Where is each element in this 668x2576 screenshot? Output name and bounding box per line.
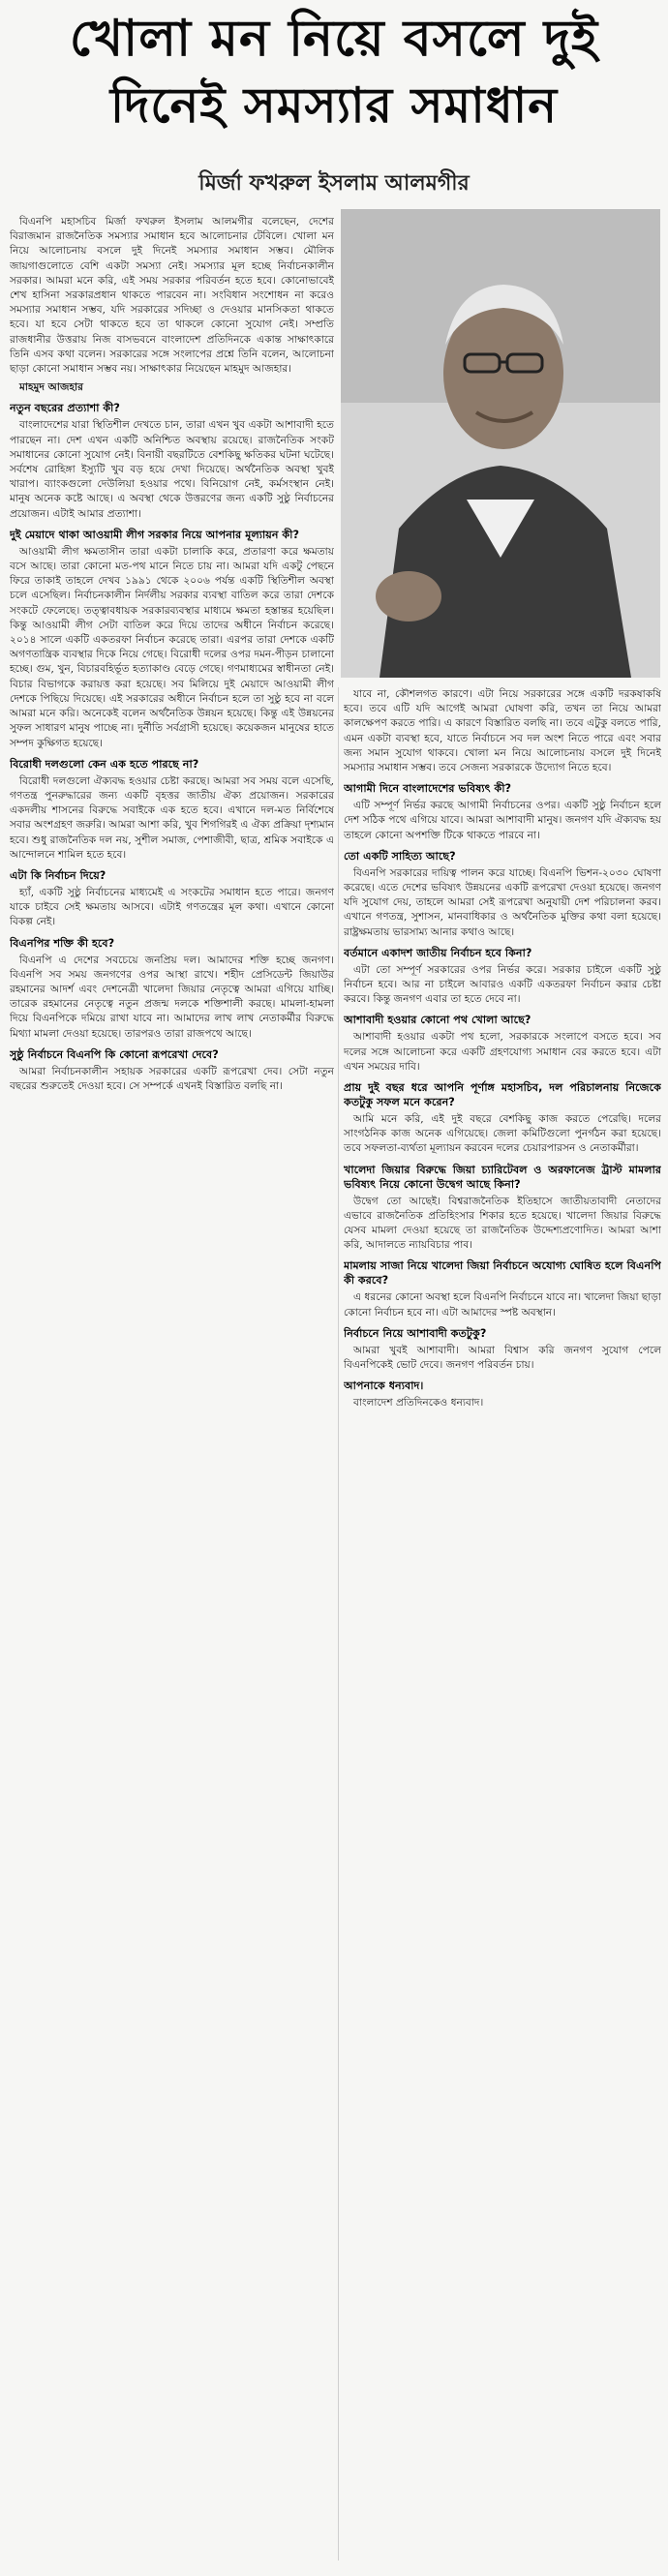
left-sections <box>10 401 334 1094</box>
question-heading: এটা কি নির্বাচন দিয়ে? <box>10 868 106 882</box>
answer-paragraph: বিরোধী দলগুলো ঐক্যবদ্ধ হওয়ার চেষ্টা করছে। আমরা সব সময় বলে এসেছি, গণতন্ত্র পুনরুদ্ধারের জন্য একটি বৃহত্তর জাতীয় ঐক্য প্রয়োজন। সরকারের একদলীয় শাসনের বিরুদ্ধে সবাইকে এক হতে হবে। এখানে দল-মত নির্বিশেষে সবার অংশগ্রহণ জরুরি। আমরা আশা করি, খুব শিগগিরই এ ঐক্য প্রক্রিয়া দৃশ্যমান হবে। শুধু রাজনৈতিক দল নয়, সুশীল সমাজ, পেশাজীবী, ছাত্র, শ্রমিক সবাইকে এ আন্দোলনে শামিল হতে হবে। <box>10 774 334 861</box>
question-heading: মামলায় সাজা নিয়ে খালেদা জিয়া নির্বাচনে অযোগ্য ঘোষিত হলে বিএনপি কী করবে? <box>344 1259 661 1288</box>
answer-paragraph: আমি মনে করি, এই দুই বছরে বেশকিছু কাজ করতে পেরেছি। দলের সাংগঠনিক কাজ অনেক এগিয়েছে। জেলা কমিটিগুলো পুনর্গঠন করা হয়েছে। তবে সফলতা-ব্যর্থতা মূল্যায়ন করবেন দলের চেয়ারপারসন ও নেতাকর্মীরা। <box>344 1113 661 1155</box>
answer-paragraph: এটা তো সম্পূর্ণ সরকারের ওপর নির্ভর করে। সরকার চাইলে একটি সুষ্ঠু নির্বাচন হবে। আর না চাইলে আবারও একটি একতরফা নির্বাচন করার চেষ্টা করবে। কিন্তু জনগণ এবার তা হতে দেবে না। <box>344 963 661 1006</box>
answer-paragraph: আমরা নির্বাচনকালীন সহায়ক সরকারের একটি রূপরেখা দেব। সেটা নতুন বছরের শুরুতেই দেওয়া হবে। সে সম্পর্কে এখনই বিস্তারিত বলছি না। <box>10 1065 334 1092</box>
right-column <box>344 687 661 2561</box>
left-column <box>10 215 334 2562</box>
answer-paragraph: বিএনপি এ দেশের সবচেয়ে জনপ্রিয় দল। আমাদের শক্তি হচ্ছে জনগণ। বিএনপি সব সময় জনগণের ওপর আস্থা রাখে। শহীদ প্রেসিডেন্ট জিয়াউর রহমানের আদর্শ এবং দেশনেত্রী খালেদা জিয়ার নেতৃত্বে আমরা এগিয়ে যাচ্ছি। তারেক রহমানের নেতৃত্বে নতুন প্রজন্ম দলকে শক্তিশালী করছে। মামলা-হামলা দিয়ে বিএনপিকে দমিয়ে রাখা যাবে না। আমাদের লাখ লাখ নেতাকর্মীর বিরুদ্ধে মিথ্যা মামলা দেওয়া হয়েছে। তারপরও তারা রাজপথে আছে। <box>10 954 334 1040</box>
question-heading: আগামী দিনে বাংলাদেশের ভবিষ্যৎ কী? <box>344 782 512 796</box>
answer-paragraph: যাবে না, কৌশলগত কারণে। এটা নিয়ে সরকারের সঙ্গে একটি দরকষাকষি হবে। তবে এটি যদি আগেই আমরা ঘোষণা করি, তখন তা নিয়ে আমরা কালক্ষেপণ করতে পারি। এ কারণে বিস্তারিত বলছি না। তবে এটুকু বলতে পারি, এমন একটা ব্যবস্থা হবে, যাতে নির্বাচনে সব দল অংশ নিতে পারে এবং সবার জন্য সমান সুযোগ থাকবে। খোলা মন নিয়ে আলোচনায় বসলে দুই দিনেই সমস্যার সমাধান সম্ভব। তবে সেজন্য সরকারকে উদ্যোগ নিতে হবে। <box>344 688 661 774</box>
question-heading: নির্বাচনে নিয়ে আশাবাদী কতটুকু? <box>344 1326 487 1340</box>
answer-paragraph: হ্যাঁ, একটি সুষ্ঠু নির্বাচনের মাধ্যমেই এ সংকটের সমাধান হতে পারে। জনগণ যাকে চাইবে সেই ক্ষমতায় আসবে। এটাই গণতন্ত্রের মূল কথা। এখানে কোনো বিকল্প নেই। <box>10 886 334 928</box>
answer-paragraph: বাংলাদেশের যারা স্থিতিশীল দেখতে চান, তারা এখন খুব একটা আশাবাদী হতে পারছেন না। দেশ এখন একটি অনিশ্চিত অবস্থায় রয়েছে। রাজনৈতিক সংকট সমাধানের কোনো সুযোগ নেই। বিনায়ী বছরটিতে বেশকিছু ক্ষতিকর ঘটনা ঘটেছে। সর্বশেষ রোহিঙ্গা ইস্যুটি খুব বড় হয়ে দেখা দিয়েছে। অর্থনৈতিক অবস্থা খুবই খারাপ। ব্যাংকগুলো দেউলিয়া হওয়ার পথে। বিনিয়োগ নেই, কর্মসংস্থান নেই। মানুষ অনেক কষ্টে আছে। এ অবস্থা থেকে উত্তরণের জন্য একটি সুষ্ঠু নির্বাচনের প্রয়োজন। এটাই আমার প্রত্যাশা। <box>10 419 334 520</box>
answer-paragraph: এ ধরনের কোনো অবস্থা হলে বিএনপি নির্বাচনে যাবে না। খালেদা জিয়া ছাড়া কোনো নির্বাচন হবে না। এটা আমাদের স্পষ্ট অবস্থান। <box>344 1291 661 1318</box>
headline-line-1: খোলা মন নিয়ে বসলে দুই <box>69 10 599 68</box>
answer-paragraph: বিএনপি সরকারের দায়িত্ব পালন করে যাচ্ছে। বিএনপি ভিশন-২০৩০ ঘোষণা করেছে। এতে দেশের ভবিষ্যৎ উন্নয়নের একটি রূপরেখা দেওয়া হয়েছে। জনগণ যদি সুযোগ দেয়, তাহলে আমরা সেই রূপরেখা অনুযায়ী দেশ পরিচালনা করব। এখানে গণতন্ত্র, সুশাসন, মানবাধিকার ও অর্থনৈতিক মুক্তির কথা বলা হয়েছে। রাষ্ট্রক্ষমতায় ভারসাম্য আনার কথাও আছে। <box>344 866 661 938</box>
question-heading: সুষ্ঠু নির্বাচনে বিএনপি কি কোনো রূপরেখা দেবে? <box>10 1047 219 1061</box>
answer-paragraph: আশাবাদী হওয়ার একটা পথ হলো, সরকারকে সংলাপে বসতে হবে। সব দলের সঙ্গে আলোচনা করে একটি গ্রহণযোগ্য সমাধান বের করতে হবে। এটা এখন সময়ের দাবি। <box>344 1031 661 1073</box>
question-heading: বর্তমানে একাদশ জাতীয় নির্বাচন হবে কিনা? <box>344 946 532 959</box>
interviewer-name: মাহমুদ আজহার <box>19 381 83 394</box>
answer-paragraph: আমরা খুবই আশাবাদী। আমরা বিশ্বাস করি জনগণ সুযোগ পেলে বিএনপিকেই ভোট দেবে। জনগণ পরিবর্তন চায়। <box>344 1344 661 1372</box>
question-heading: আশাবাদী হওয়ার কোনো পথ খোলা আছে? <box>344 1014 531 1027</box>
question-heading: বিরোধী দলগুলো কেন এক হতে পারছে না? <box>10 757 199 771</box>
intro-paragraph: বিএনপি মহাসচিব মির্জা ফখরুল ইসলাম আলমগীর বলেছেন, দেশের বিরাজমান রাজনৈতিক সমস্যার সমাধান হবে আলোচনার টেবিলে। খোলা মন নিয়ে আলোচনায় বসলে দুই দিনেই সমস্যার সমাধান সম্ভব। মৌলিক জায়গাগুলোতে বেশি একটা সমস্যা নেই। সমস্যার মূল হচ্ছে নির্বাচনকালীন সরকার। আমরা মনে করি, এই সময় সরকার পরিবর্তন হতে হবে। কোনোভাবেই শেখ হাসিনা সরকারপ্রধান থাকতে পারবেন না। সংবিধান সংশোধন না করেও সমস্যার সমাধান সম্ভব, যদি সরকারের সদিচ্ছা ও দেওয়ার মানসিকতা থাকতে হবে। যা হবে সেটা থাকতে হবে তা থাকলে কোনো সুযোগ নেই। সম্প্রতি রাজধানীর উত্তরায় নিজ বাসভবনে বাংলাদেশ প্রতিদিনকে একান্ত সাক্ষাৎকারে তিনি এসব কথা বলেন। সরকারের সঙ্গে সংলাপের প্রশ্নে তিনি বলেন, আলোচনা ছাড়া কোনো সমাধান সম্ভব নয়। সাক্ষাৎকার নিয়েছেন মাহমুদ আজহার। <box>10 216 334 376</box>
headline-line-2: দিনেই সমস্যার সমাধান <box>109 77 559 134</box>
question-heading: বিএনপির শক্তি কী হবে? <box>10 936 115 950</box>
question-heading: খালেদা জিয়ার বিরুদ্ধে জিয়া চ্যারিটেবল ও অরফানেজ ট্রাস্ট মামলার ভবিষ্যৎ নিয়ে কোনো উদ্বেগ আছে কিনা? <box>344 1163 661 1191</box>
question-heading: আপনাকে ধন্যবাদ। <box>344 1379 424 1393</box>
question-heading: তো একটি সাহিত্য আছে? <box>344 849 456 863</box>
answer-paragraph: বাংলাদেশ প্রতিদিনকেও ধন্যবাদ। <box>353 1397 484 1409</box>
answer-paragraph: উদ্বেগ তো আছেই। বিশ্বরাজনৈতিক ইতিহাসে জাতীয়তাবাদী নেতাদের এভাবে রাজনৈতিক প্রতিহিংসার শিকার হতে হয়েছে। খালেদা জিয়ার বিরুদ্ধে যেসব মামলা দেওয়া হয়েছে তা রাজনৈতিক উদ্দেশ্যপ্রণোদিত। আমরা আশা করি, আদালতে ন্যায়বিচার পাব। <box>344 1195 661 1252</box>
answer-paragraph: এটি সম্পূর্ণ নির্ভর করছে আগামী নির্বাচনের ওপর। একটি সুষ্ঠু নির্বাচন হলে দেশ সঠিক পথে এগিয়ে যাবে। আমরা আশাবাদী মানুষ। জনগণ যদি ঐক্যবদ্ধ হয় তাহলে কোনো অপশক্তি টিকে থাকতে পারবে না। <box>344 800 661 841</box>
question-heading: দুই মেয়াদে থাকা আওয়ামী লীগ সরকার নিয়ে আপনার মূল্যায়ন কী? <box>10 528 299 541</box>
column-divider <box>338 687 339 2561</box>
question-heading: প্রায় দুই বছর ধরে আপনি পূর্ণাঙ্গ মহাসচিব, দল পরিচালনায় নিজেকে কতটুকু সফল মনে করেন? <box>344 1081 661 1109</box>
question-heading: নতুন বছরের প্রত্যাশা কী? <box>10 402 120 415</box>
byline: মির্জা ফখরুল ইসলাম আলমগীর <box>198 171 470 196</box>
right-sections <box>344 687 661 1411</box>
portrait-illustration <box>341 209 660 678</box>
answer-paragraph: আওয়ামী লীগ ক্ষমতাসীন তারা একটা চালাকি করে, প্রতারণা করে ক্ষমতায় বসে আছে। তারা কোনো মত-পথ মানে নিতে চায় না। আমরা যদি একটু পেছনে ফিরে তাকাই তাহলে দেখব ১৯৯১ থেকে ২০০৬ পর্যন্ত একটি স্থিতিশীল অবস্থা চলে এসেছিল। নির্বাচনকালীন নির্দলীয় সরকার ব্যবস্থা বাতিল করে তারা দেশকে সংকটে ফেলেছে। তত্ত্বাবধায়ক সরকারব্যবস্থার মাধ্যমে ক্ষমতা হস্তান্তর হয়েছিল। কিন্তু আওয়ামী লীগ সেটা বাতিল করে দিয়ে তাদের অধীনে নির্বাচন করেছে। ২০১৪ সালে একটি একতরফা নির্বাচন করেছে তারা। এরপর তারা দেশকে একটি অগণতান্ত্রিক ব্যবস্থার দিকে নিয়ে গেছে। বিরোধী দলের ওপর দমন-পীড়ন চালানো হচ্ছে। গুম, খুন, বিচারবহির্ভূত হত্যাকাণ্ড বেড়ে গেছে। গণমাধ্যমের স্বাধীনতা নেই। বিচার বিভাগকে করায়ত্ত করা হয়েছে। সব মিলিয়ে দুই মেয়াদে আওয়ামী লীগ দেশকে পিছিয়ে দিয়েছে। এই সরকারের অধীনে নির্বাচন হলে তা সুষ্ঠু হবে না বলে আমরা মনে করি। অনেকেই বলেন অর্থনৈতিক উন্নয়ন হয়েছে। কিন্তু এই উন্নয়নের সুফল সাধারণ মানুষ পাচ্ছে না। দুর্নীতি সর্বগ্রাসী হয়েছে। কয়েকজন মানুষের হাতে সম্পদ কুক্ষিগত হয়েছে। <box>10 545 334 749</box>
author-photo <box>341 209 660 678</box>
